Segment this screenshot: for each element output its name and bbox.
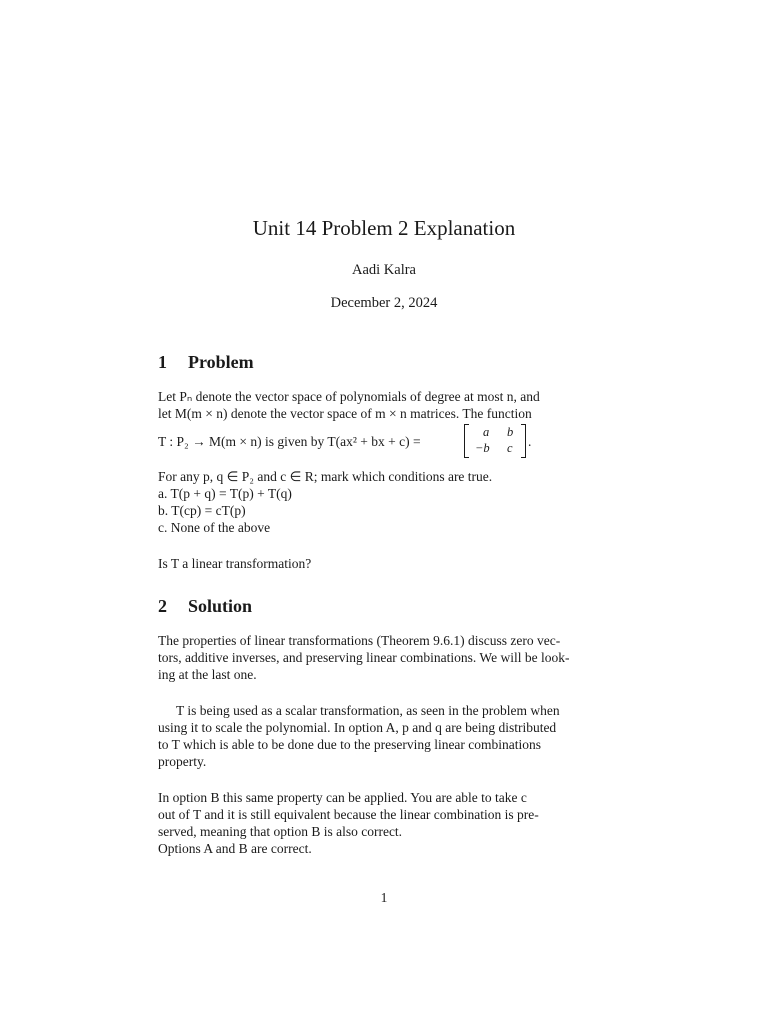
conditions-block bbox=[158, 468, 608, 536]
problem-statement bbox=[158, 388, 608, 422]
paragraph-line: ing at the last one. bbox=[158, 667, 257, 682]
paragraph-line: tors, additive inverses, and preserving linear combinations. We will be look- bbox=[158, 650, 570, 665]
paragraph-line: served, meaning that option B is also correct. bbox=[158, 824, 403, 839]
matrix-cell: a bbox=[483, 425, 490, 439]
document-date: December 2, 2024 bbox=[330, 295, 438, 311]
paragraph-line: property. bbox=[158, 754, 207, 769]
paragraph-line: The properties of linear transformations (Theorem 9.6.1) discuss zero vec- bbox=[158, 633, 561, 648]
option-c: c. None of the above bbox=[158, 520, 271, 535]
option-a: a. T(p + q) = T(p) + T(q) bbox=[158, 486, 292, 501]
option-b: b. T(cp) = cT(p) bbox=[158, 503, 246, 518]
conclusion: Options A and B are correct. bbox=[158, 841, 312, 856]
section-heading-solution bbox=[158, 596, 252, 617]
page-number: 1 bbox=[380, 890, 388, 905]
section-title: Solution bbox=[188, 596, 253, 616]
matrix-cell: c bbox=[507, 441, 513, 455]
paragraph-line: using it to scale the polynomial. In option A, p and q are being distributed bbox=[158, 720, 557, 735]
solution-paragraph-1 bbox=[158, 632, 608, 683]
document-title: Unit 14 Problem 2 Explanation bbox=[252, 216, 516, 240]
section-title: Problem bbox=[188, 352, 254, 372]
section-number: 1 bbox=[158, 352, 167, 372]
question: Is T a linear transformation? bbox=[158, 556, 312, 571]
matrix-cell: −b bbox=[475, 441, 490, 455]
section-heading-problem bbox=[158, 352, 254, 373]
paragraph-line: out of T and it is still equivalent because the linear combination is pre- bbox=[158, 807, 539, 822]
paragraph-line: to T which is able to be done due to the preserving linear combinations bbox=[158, 737, 542, 752]
problem-line: T : P₂ → M(m × n) is given by T(ax² + bx + c) = bbox=[158, 434, 421, 449]
matrix bbox=[464, 424, 526, 458]
matrix-cell: b bbox=[507, 425, 514, 439]
paragraph-line: T is being used as a scalar transformation, as seen in the problem when bbox=[176, 703, 560, 718]
solution-paragraph-2 bbox=[158, 702, 608, 770]
solution-paragraph-3 bbox=[158, 789, 608, 857]
paragraph-line: In option B this same property can be applied. You are able to take c bbox=[158, 790, 527, 805]
condition-intro: For any p, q ∈ P₂ and c ∈ R; mark which conditions are true. bbox=[158, 469, 493, 484]
document-author: Aadi Kalra bbox=[351, 262, 416, 278]
problem-line: let M(m × n) denote the vector space of m × n matrices. The function bbox=[158, 406, 532, 421]
transformation-definition bbox=[158, 424, 618, 460]
matrix-period: . bbox=[528, 434, 532, 449]
problem-line: Let Pₙ denote the vector space of polynomials of degree at most n, and bbox=[158, 389, 540, 404]
section-number: 2 bbox=[158, 596, 167, 616]
